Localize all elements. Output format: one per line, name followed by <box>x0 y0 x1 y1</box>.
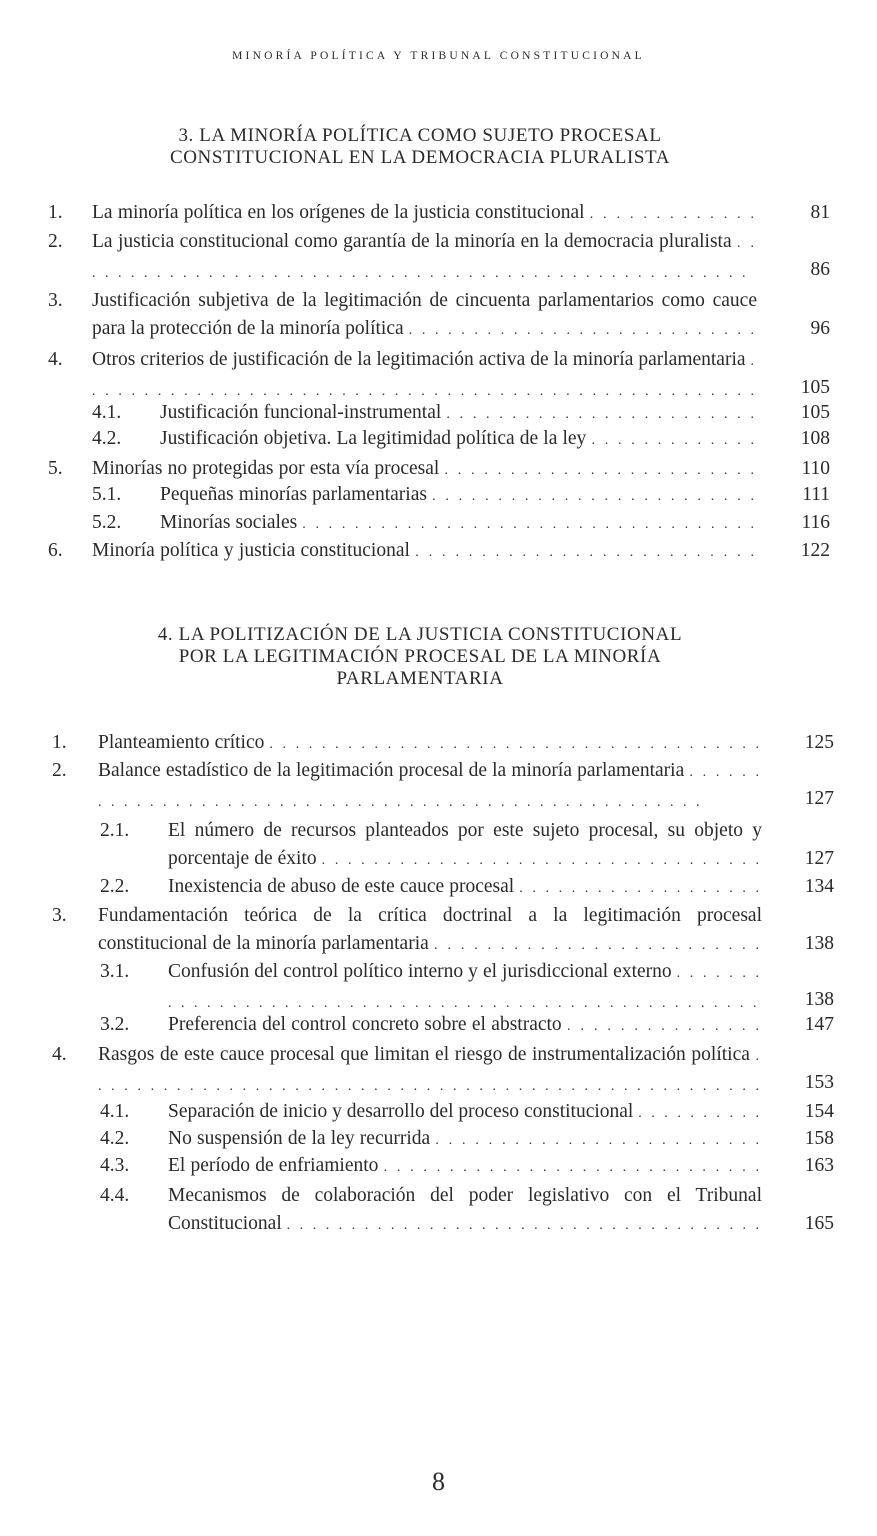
toc-entry-number: 4.1. <box>92 402 122 423</box>
toc-entry-page: 125 <box>804 732 834 753</box>
toc-entry-page: 86 <box>810 259 830 280</box>
dot-leader: . . . . . . . . . . . . . . . . . . . . . . . . . . . . . . . . . . . . . <box>286 1218 762 1233</box>
dot-leader: . . . . . . . . . . . . . . . . . . . . . . . . . . . . . . . . . . . . . . . . . . . . . . . . . . . . <box>98 1049 762 1094</box>
toc-entry <box>0 426 877 452</box>
toc-entry-title: Balance estadístico de la legitimación procesal de la minoría parlamentaria . . . . . . . . . . . . . . . . . . . . . . . . . . . . . . . . . . . . . . . . . . . . . . . . . . . . . <box>98 760 762 810</box>
toc-entry <box>0 228 877 284</box>
toc-entry-title: Rasgos de este cauce procesal que limitan el riesgo de instrumentalización política . . . . . . . . . . . . . . . . . . . . . . . . . . . . . . . . . . . . . . . . . . . . . . . . . . . . <box>98 1041 762 1097</box>
toc-entry-number: 4. <box>48 349 63 370</box>
toc-entry-title: Inexistencia de abuso de este cauce procesal . . . . . . . . . . . . . . . . . . . <box>168 874 762 900</box>
toc-entry <box>0 730 877 756</box>
toc-entry <box>0 400 877 426</box>
dot-leader: . . . . . . . . . . . . . . . . . . . . . . . . . . . . . . . . . . . . . . . . . . . . . . . . . . . . . <box>98 765 762 810</box>
toc-entry <box>0 1041 877 1097</box>
toc-entry-page: 153 <box>804 1072 834 1093</box>
chapter-4-title <box>60 624 780 690</box>
toc-entry-number: 4. <box>52 1044 67 1065</box>
toc-entry-page: 96 <box>810 318 830 339</box>
chapter-3-title-line-1: 3. LA MINORÍA POLÍTICA COMO SUJETO PROCESAL <box>178 125 662 146</box>
chapter-3-title-line-2: CONSTITUCIONAL EN LA DEMOCRACIA PLURALISTA <box>169 147 671 168</box>
dot-leader: . . . . . . . . . . . . . . . <box>567 1019 762 1034</box>
toc-entry-page: 122 <box>800 540 830 561</box>
toc-entry-page: 154 <box>804 1101 834 1122</box>
toc-entry <box>0 1012 877 1038</box>
toc-entry-number: 6. <box>48 540 63 561</box>
toc-entry-page: 127 <box>804 848 834 869</box>
dot-leader: . . . . . . . . . . . . . . . . . . . . . . . . . <box>434 938 762 953</box>
toc-entry-number: 1. <box>48 202 63 223</box>
toc-entry-page: 108 <box>800 428 830 449</box>
toc-entry-title: Minoría política y justicia constitucional . . . . . . . . . . . . . . . . . . . . . . . . . . <box>92 538 757 564</box>
toc-entry-title: Minorías no protegidas por esta vía procesal . . . . . . . . . . . . . . . . . . . . . . . . <box>92 456 757 482</box>
toc-entry-title: Fundamentación teórica de la crítica doctrinal a la legitimación procesal constitucional de la minoría parlamentaria . . . . . . . . . . . . . . . . . . . . . . . . . <box>98 902 762 958</box>
toc-entry-number: 3.2. <box>100 1014 130 1035</box>
toc-entry-title: No suspensión de la ley recurrida . . . . . . . . . . . . . . . . . . . . . . . . . <box>168 1126 762 1152</box>
dot-leader: . . . . . . . . . . . . . . . . . . . . . . . . <box>444 463 757 478</box>
toc-entry-title: Pequeñas minorías parlamentarias . . . . . . . . . . . . . . . . . . . . . . . . . <box>160 482 757 508</box>
toc-entry-page: 116 <box>801 512 830 533</box>
dot-leader: . . . . . . . . . . . . . . . . . . . . . . . . . . . . . . . . . . . . . . . . . . . . . . . . . . . . <box>92 354 757 399</box>
toc-entry <box>0 456 877 482</box>
toc-entry-title: Confusión del control político interno y el jurisdiccional externo . . . . . . . . . . . . . . . . . . . . . . . . . . . . . . . . . . . . . . . . . . . . . . . . . . . . . <box>168 961 762 1011</box>
toc-entry-number: 4.2. <box>92 428 122 449</box>
toc-entry-number: 5.2. <box>92 512 122 533</box>
toc-entry <box>0 874 877 900</box>
toc-entry-number: 3. <box>52 905 67 926</box>
toc-entry-title: Justificación subjetiva de la legitimación de cincuenta parlamentarios como cauce para la protección de la minoría política . . . . . . . . . . . . . . . . . . . . . . . . . . . <box>92 287 757 343</box>
toc-entry-number: 4.2. <box>100 1128 130 1149</box>
toc-entry-page: 147 <box>804 1014 834 1035</box>
toc-entry-page: 110 <box>801 458 830 479</box>
toc-entry-title: Minorías sociales . . . . . . . . . . . . . . . . . . . . . . . . . . . . . . . . . . . <box>160 510 757 536</box>
toc-entry-number: 2.1. <box>100 820 130 841</box>
toc-entry-page: 105 <box>800 377 830 398</box>
toc-entry-page: 165 <box>804 1213 834 1234</box>
dot-leader: . . . . . . . . . . <box>638 1106 762 1121</box>
toc-entry-number: 3.1. <box>100 961 130 982</box>
toc-entry <box>0 817 877 873</box>
toc-entry-number: 2. <box>52 760 67 781</box>
toc-entry-title: Separación de inicio y desarrollo del proceso constitucional . . . . . . . . . . <box>168 1099 762 1125</box>
toc-entry-number: 2. <box>48 231 63 252</box>
toc-entry-title: Preferencia del control concreto sobre el abstracto . . . . . . . . . . . . . . . <box>168 1012 762 1038</box>
dot-leader: . . . . . . . . . . . . . . . . . . . . . . . . . <box>435 1133 762 1148</box>
toc-entry-page: 111 <box>802 484 830 505</box>
toc-entry <box>0 1126 877 1152</box>
dot-leader: . . . . . . . . . . . . . . . . . . . . . . . . . . . . . . . . . . <box>321 853 762 868</box>
toc-entry <box>0 1099 877 1125</box>
toc-entry <box>0 757 877 813</box>
toc-entry-page: 163 <box>804 1155 834 1176</box>
dot-leader: . . . . . . . . . . . . . . . . . . . . . . . . . . . . . <box>383 1160 762 1175</box>
toc-entry-title: La minoría política en los orígenes de la justicia constitucional . . . . . . . . . . . . . <box>92 200 757 226</box>
toc-entry-page: 138 <box>804 989 834 1010</box>
toc-entry-title: Justificación funcional-instrumental . . . . . . . . . . . . . . . . . . . . . . . . <box>160 400 757 426</box>
toc-entry-title: Justificación objetiva. La legitimidad política de la ley . . . . . . . . . . . . . <box>160 426 757 452</box>
chapter-3-title <box>60 125 780 169</box>
chapter-4-title-line-1: 4. LA POLITIZACIÓN DE LA JUSTICIA CONSTITUCIONAL <box>157 624 683 645</box>
toc-entry <box>0 200 877 226</box>
toc-entry-number: 4.4. <box>100 1185 130 1206</box>
chapter-4-title-line-3: PARLAMENTARIA <box>336 668 504 689</box>
dot-leader: . . . . . . . . . . . . . . . . . . . <box>519 881 762 896</box>
chapter-4-title-line-2: POR LA LEGITIMACIÓN PROCESAL DE LA MINORÍA <box>178 646 662 667</box>
toc-entry-number: 2.2. <box>100 876 130 897</box>
toc-entry <box>0 346 877 402</box>
dot-leader: . . . . . . . . . . . . . . . . . . . . . . . . . <box>432 489 757 504</box>
toc-entry-page: 134 <box>804 876 834 897</box>
toc-entry-title: Mecanismos de colaboración del poder legislativo con el Tribunal Constitucional . . . . . . . . . . . . . . . . . . . . . . . . . . . . . . . . . . . . . <box>168 1182 762 1238</box>
toc-entry-number: 5. <box>48 458 63 479</box>
toc-entry <box>0 958 877 1014</box>
toc-entry-number: 4.3. <box>100 1155 130 1176</box>
toc-entry-title: Otros criterios de justificación de la legitimación activa de la minoría parlamentaria . . . . . . . . . . . . . . . . . . . . . . . . . . . . . . . . . . . . . . . . . . . . . . . . . . . . <box>92 346 757 402</box>
dot-leader: . . . . . . . . . . . . . . . . . . . . . . . . <box>446 407 757 422</box>
toc-entry-title: El número de recursos planteados por este sujeto procesal, su objeto y porcentaje de éxito . . . . . . . . . . . . . . . . . . . . . . . . . . . . . . . . . . <box>168 817 762 873</box>
dot-leader: . . . . . . . . . . . . . . . . . . . . . . . . . . . . . . . . . . . . . . . . . . . . . . . . . . . . . <box>168 966 762 1011</box>
toc-entry-page: 158 <box>804 1128 834 1149</box>
dot-leader: . . . . . . . . . . . . . <box>589 207 757 222</box>
toc-entry-title: Planteamiento crítico . . . . . . . . . . . . . . . . . . . . . . . . . . . . . . . . . . . . . . <box>98 730 762 756</box>
toc-entry <box>0 538 877 564</box>
toc-entry-title: El período de enfriamiento . . . . . . . . . . . . . . . . . . . . . . . . . . . . . <box>168 1153 762 1179</box>
dot-leader: . . . . . . . . . . . . . . . . . . . . . . . . . . . . . . . . . . . <box>302 517 757 532</box>
toc-entry-number: 4.1. <box>100 1101 130 1122</box>
toc-entry-title: La justicia constitucional como garantía de la minoría en la democracia pluralista . . . . . . . . . . . . . . . . . . . . . . . . . . . . . . . . . . . . . . . . . . . . . . . . . . . . . <box>92 231 757 281</box>
toc-entry <box>0 482 877 508</box>
toc-entry <box>0 1182 877 1238</box>
toc-entry <box>0 510 877 536</box>
toc-entry <box>0 1153 877 1179</box>
running-head: MINORÍA POLÍTICA Y TRIBUNAL CONSTITUCIONAL <box>232 50 645 62</box>
toc-entry-page: 127 <box>804 788 834 809</box>
toc-entry-number: 3. <box>48 290 63 311</box>
page-number: 8 <box>432 1467 445 1496</box>
toc-entry-number: 5.1. <box>92 484 122 505</box>
toc-entry-number: 1. <box>52 732 67 753</box>
dot-leader: . . . . . . . . . . . . . . . . . . . . . . . . . . . . . . . . . . . . . . . . . . . . . . . . . . . . . <box>92 236 757 281</box>
toc-entry <box>0 287 877 343</box>
dot-leader: . . . . . . . . . . . . . <box>591 433 757 448</box>
dot-leader: . . . . . . . . . . . . . . . . . . . . . . . . . . . . . . . . . . . . . . <box>269 737 762 752</box>
toc-entry-page: 81 <box>810 202 830 223</box>
dot-leader: . . . . . . . . . . . . . . . . . . . . . . . . . . <box>415 545 757 560</box>
toc-entry <box>0 902 877 958</box>
toc-entry-page: 138 <box>804 933 834 954</box>
dot-leader: . . . . . . . . . . . . . . . . . . . . . . . . . . . <box>408 323 757 338</box>
toc-entry-page: 105 <box>800 402 830 423</box>
